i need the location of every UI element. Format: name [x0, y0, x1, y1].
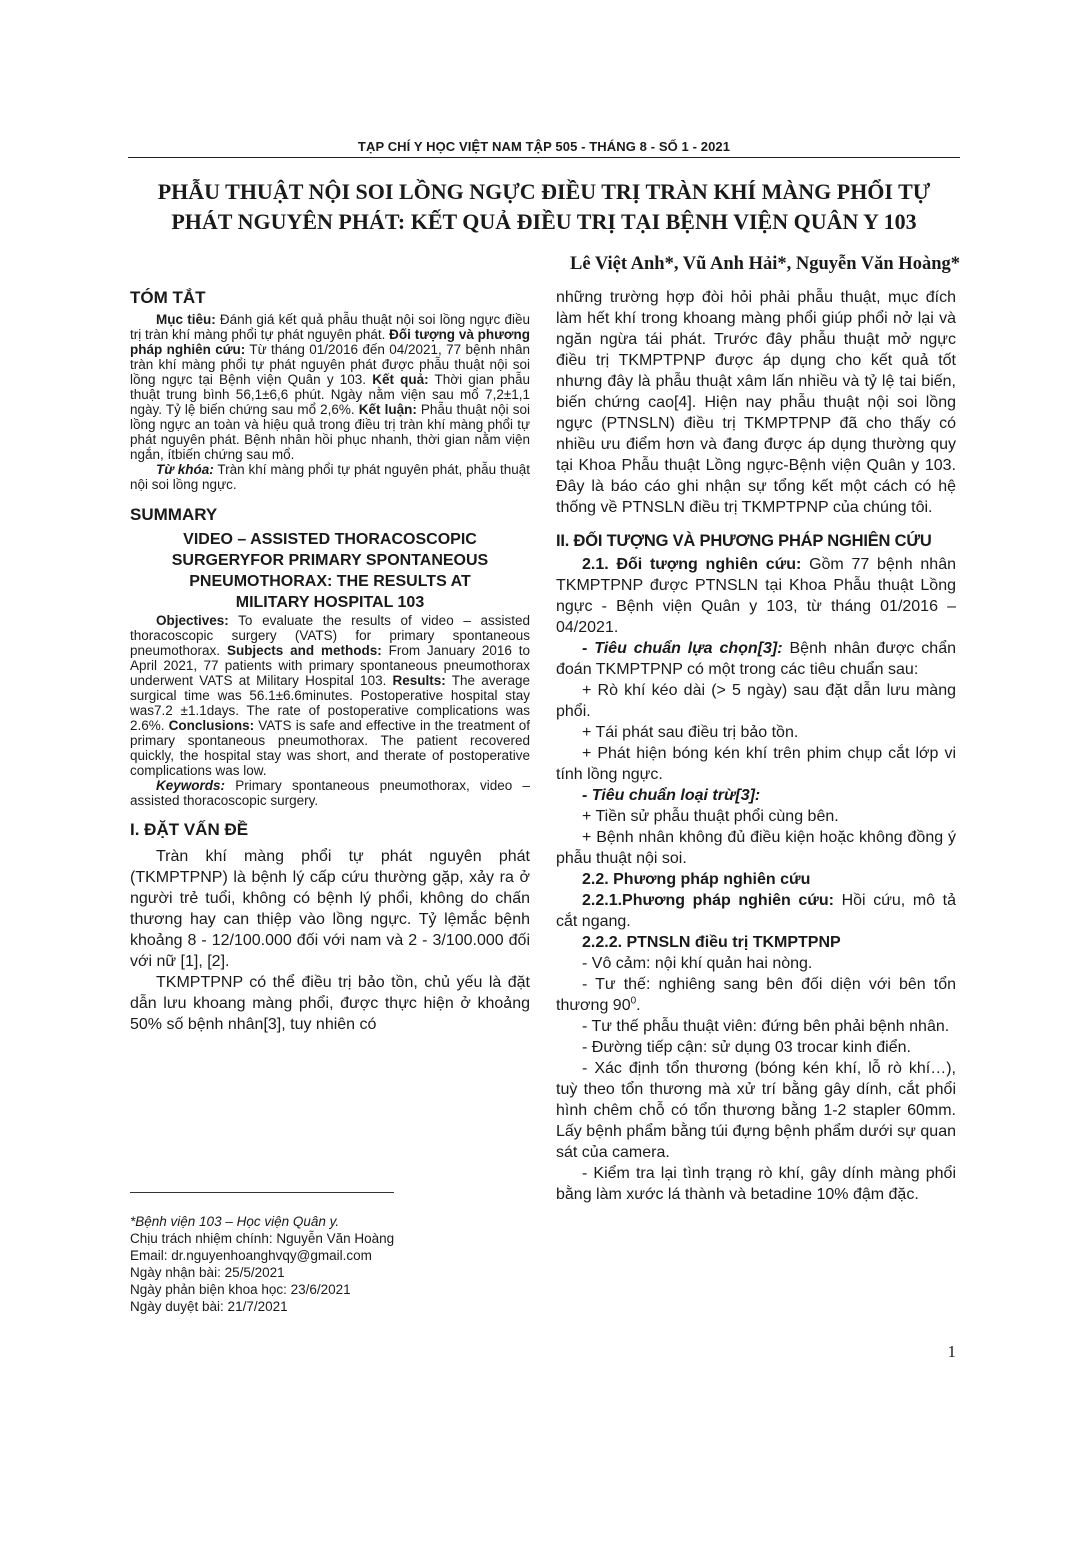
intro-paragraph-2-continued: những trường hợp đòi hỏi phải phẫu thuật, mục đích làm hết khí trong khoang màng phổi giúp phổi nở lại và ngăn ngừa tái phát. Trước đây phẫu thuật mở ngực điều trị TKMPTPNP được áp dụng cho kết quả tốt nhưng đây là phẫu thuật xâm lấn nhiều và tỷ lệ tai biến, biến chứng cao[4]. Hiện nay phẫu thuật nội soi lồng ngực (PTNSLN) điều trị TKMPTPNP đã cho thấy có nhiều ưu điểm hơn và đang được áp dụng thường quy tại Khoa Phẫu thuật Lồng ngực-Bệnh viện Quân y 103. Đây là báo cáo ghi nhận sự tổng kết một cách có hệ thống về PTNSLN điều trị TKMPTPNP của chúng tôi.: [556, 289, 956, 516]
left-column: [130, 288, 530, 1035]
methods-text: Từ tháng 01/2016 đến 04/2021, 77 bệnh nhân tràn khí màng phổi tự phát nguyên phát được phẫu thuật nội soi lồng ngực tại Bệnh viện Quân y 103.: [130, 342, 530, 387]
summary-title-line-2: SURGERYFOR PRIMARY SPONTANEOUS: [171, 552, 489, 569]
summary-title-line-4: MILITARY HOSPITAL 103: [235, 594, 425, 611]
exclusion-label: - Tiêu chuẩn loại trừ[3]:: [582, 787, 761, 804]
results-en-label: Results:: [392, 673, 446, 688]
footnote-email: Email: dr.nguyenhoanghvqy@gmail.com: [130, 1248, 372, 1263]
objectives-text: To evaluate the results of video – assisted thoracoscopic surgery (VATS) for primary spontaneous pneumothorax.: [130, 613, 530, 658]
summary-body: [130, 613, 530, 778]
authors: Lê Việt Anh*, Vũ Anh Hải*, Nguyễn Văn Hoàng*: [570, 254, 960, 274]
methods-heading: II. ĐỐI TƯỢNG VÀ PHƯƠNG PHÁP NGHIÊN CỨU: [556, 532, 932, 550]
exclusion-item-2: + Bệnh nhân không đủ điều kiện hoặc không đồng ý phẫu thuật nội soi.: [556, 829, 956, 867]
article-title: [128, 177, 960, 237]
methods-label: Đối tượng và phương pháp nghiên cứu:: [130, 327, 530, 357]
summary-heading: SUMMARY: [130, 505, 218, 524]
intro-paragraph-2: TKMPTPNP có thể điều trị bảo tồn, chủ yếu là đặt dẫn lưu khoang màng phổi, được thực hiện ở khoảng 50% số bệnh nhân[3], tuy nhiên có: [130, 974, 530, 1033]
step-position-end: .: [636, 997, 641, 1014]
conclusions-en-text: VATS is safe and effective in the treatment of primary spontaneous pneumothorax. The patient recovered quickly, the hospital stay was short, and therate of postoperative complications was low.: [130, 718, 530, 778]
footnote-affiliation: *Bệnh viện 103 – Học viện Quân y.: [130, 1214, 340, 1229]
section-2-1-text: Gồm 77 bệnh nhân TKMPTPNP được PTNSLN tại Khoa Phẫu thuật Lồng ngực - Bệnh viện Quân y 103, từ tháng 01/2016 – 04/2021.: [556, 556, 956, 636]
footnote-accepted: Ngày duyệt bài: 21/7/2021: [130, 1299, 288, 1314]
inclusion-item-1: + Rò khí kéo dài (> 5 ngày) sau đặt dẫn lưu màng phổi.: [556, 682, 956, 720]
exclusion-item-1: + Tiền sử phẫu thuật phổi cùng bên.: [582, 808, 839, 825]
step-approach: - Đường tiếp cận: sử dụng 03 trocar kinh điển.: [582, 1039, 911, 1056]
section-2-1-label: 2.1. Đối tượng nghiên cứu:: [582, 556, 802, 573]
section-2-2-1-text: Hồi cứu, mô tả cắt ngang.: [556, 892, 956, 930]
title-line-1: PHẪU THUẬT NỘI SOI LỒNG NGỰC ĐIỀU TRỊ TRÀN KHÍ MÀNG PHỔI TỰ: [157, 179, 931, 204]
right-column: [556, 287, 956, 1205]
step-surgeon-position: - Tư thế phẫu thuật viên: đứng bên phải bệnh nhân.: [582, 1018, 950, 1035]
results-label: Kết quả:: [372, 372, 429, 387]
section-2-2-1-label: 2.2.1.Phương pháp nghiên cứu:: [582, 892, 834, 909]
footnote-reviewed: Ngày phản biện khoa học: 23/6/2021: [130, 1282, 351, 1297]
step-lesion: - Xác định tổn thương (bóng kén khí, lỗ rò khí…), tuỳ theo tổn thương mà xử trí bằng gây dính, cắt phổi hình chêm chỗ có tổn thương bằng 1-2 stapler 60mm. Lấy bệnh phẩm bằng túi đựng bệnh phẩm dưới sự quan sát của camera.: [556, 1060, 956, 1161]
exclusion-criteria: [556, 785, 956, 806]
subjects-methods-label: Subjects and methods:: [226, 643, 382, 658]
objectives-label: Objectives:: [156, 613, 229, 628]
abstract-vi-body: [130, 312, 530, 462]
inclusion-text: Bệnh nhân được chẩn đoán TKMPTPNP có một trong các tiêu chuẩn sau:: [556, 640, 956, 678]
inclusion-criteria: [556, 638, 956, 680]
summary-title-line-1: VIDEO – ASSISTED THORACOSCOPIC: [183, 531, 477, 548]
keywords-vi-label: Từ khóa:: [156, 462, 214, 477]
page-number: 1: [947, 1342, 956, 1361]
objective-label: Mục tiêu:: [156, 312, 216, 327]
summary-title: [130, 529, 530, 613]
summary-title-line-3: PNEUMOTHORAX: THE RESULTS AT: [189, 573, 471, 590]
results-en-text: The average surgical time was 56.1±6.6minutes. Postoperative hospital stay was7.2 ±1.1days. The rate of postoperative complications was 2.6%.: [130, 673, 530, 733]
intro-paragraph-1: Tràn khí màng phổi tự phát nguyên phát (TKMPTPNP) là bệnh lý cấp cứu thường gặp, xảy ra ở người trẻ tuổi, không có bệnh lý phổi, không do chấn thương hay can thiệp vào lồng ngực. Tỷ lệmắc bệnh khoảng 8 - 12/100.000 đối với nam và 2 - 3/100.000 đối với nữ [1], [2].: [130, 848, 530, 970]
section-2-2-2: 2.2.2. PTNSLN điều trị TKMPTPNP: [582, 934, 841, 951]
journal-header: TẠP CHÍ Y HỌC VIỆT NAM TẬP 505 - THÁNG 8 - SỐ 1 - 2021: [357, 139, 731, 154]
objective-text: Đánh giá kết quả phẫu thuật nội soi lồng ngực điều trị tràn khí màng phổi tự phát nguyên phát.: [130, 312, 531, 342]
subjects-methods-text: From January 2016 to April 2021, 77 patients with primary spontaneous pneumothorax underwent VATS at Military Hospital 103.: [130, 643, 530, 688]
keywords-en-label: Keywords:: [156, 778, 226, 793]
keywords-vi-text: Tràn khí màng phổi tự phát nguyên phát, phẫu thuật nội soi lồng ngực.: [130, 462, 531, 492]
footnote-rule: [130, 1192, 394, 1193]
keywords-en: [130, 778, 530, 808]
results-text: Thời gian phẫu thuật trung bình 56,1±6,6 phút. Ngày nằm viện sau mổ 7,2±1,1 ngày. Tỷ lệ biến chứng sau mổ 2,6%.: [130, 372, 531, 417]
degree-superscript: 0: [630, 995, 637, 1007]
section-2-2: 2.2. Phương pháp nghiên cứu: [582, 871, 811, 888]
conclusion-label: Kết luận:: [358, 402, 417, 417]
conclusions-en-label: Conclusions:: [168, 718, 255, 733]
section-2-1: [556, 554, 956, 638]
keywords-vi: [130, 462, 530, 492]
header-rule: [128, 157, 960, 158]
inclusion-label: - Tiêu chuẩn lựa chọn[3]:: [582, 640, 783, 657]
conclusion-text: Phẫu thuật nội soi lồng ngực an toàn và hiệu quả trong điều trị tràn khí màng phổi tự phát nguyên phát. Bệnh nhân hồi phục nhanh, thời gian nằm viện ngắn, ítbiến chứng sau mổ.: [130, 402, 530, 462]
intro-heading: I. ĐẶT VẤN ĐỀ: [130, 820, 249, 839]
abstract-vi-heading: TÓM TẮT: [130, 288, 206, 307]
step-anesthesia: - Vô cảm: nội khí quản hai nòng.: [582, 955, 813, 972]
section-2-2-1: [556, 890, 956, 932]
footnote-responsible: Chịu trách nhiệm chính: Nguyễn Văn Hoàng: [130, 1231, 395, 1246]
keywords-en-text: Primary spontaneous pneumothorax, video – assisted thoracoscopic surgery.: [130, 778, 530, 808]
title-line-2: PHÁT NGUYÊN PHÁT: KẾT QUẢ ĐIỀU TRỊ TẠI BỆNH VIỆN QUÂN Y 103: [171, 209, 917, 234]
inclusion-item-2: + Tái phát sau điều trị bảo tồn.: [582, 724, 799, 741]
footnotes: [130, 1213, 530, 1315]
step-position-text: - Tư thế: nghiêng sang bên đối diện với bên tổn thương 90: [556, 976, 956, 1014]
footnote-received: Ngày nhận bài: 25/5/2021: [130, 1265, 285, 1280]
step-position: [556, 974, 956, 1016]
step-check: - Kiểm tra lại tình trạng rò khí, gây dính màng phổi bằng làm xước lá thành và betadine 10% đậm đặc.: [556, 1165, 956, 1203]
inclusion-item-3: + Phát hiện bóng kén khí trên phim chụp cắt lớp vi tính lồng ngực.: [556, 745, 956, 783]
